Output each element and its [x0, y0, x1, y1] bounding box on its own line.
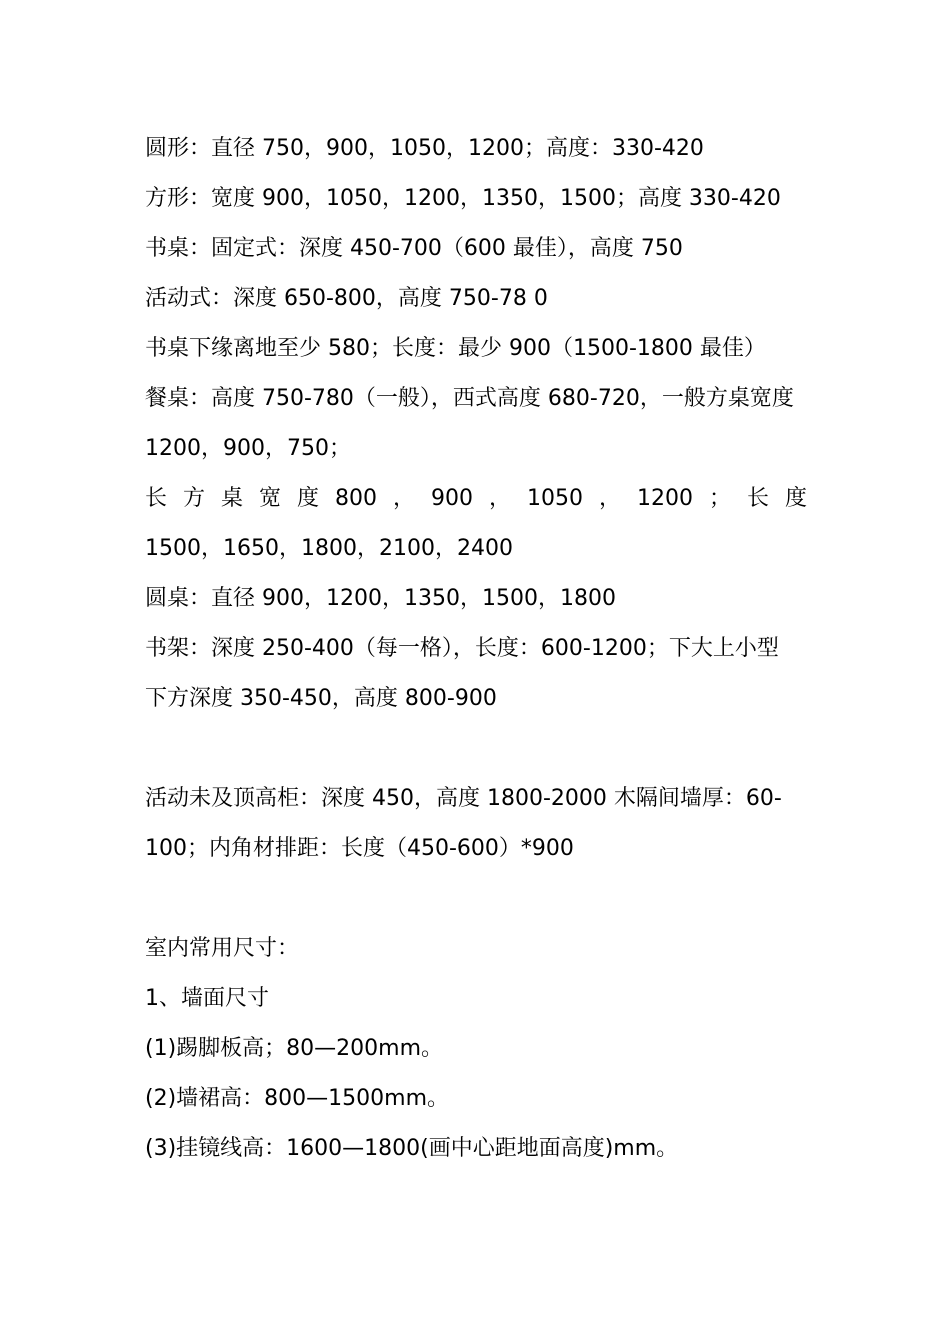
text-line-dining-widths: 1200，900，750；: [145, 436, 351, 461]
text-line-dining-table: 餐桌：高度 750-780（一般），西式高度 680-720，一般方桌宽度: [145, 386, 794, 411]
text-line-desk-movable: 活动式：深度 650-800，高度 750-78 0: [145, 286, 548, 311]
long-table-token: 1200: [636, 486, 693, 511]
text-line-tall-cabinet: 活动未及顶高柜：深度 450，高度 1800-2000 木隔间墙厚：60-: [145, 786, 782, 811]
list-item: (1)踢脚板高；80—200mm。: [145, 1036, 444, 1061]
text-line-round-table: 圆形：直径 750，900，1050，1200；高度：330-420: [145, 136, 704, 161]
long-table-token: 800: [335, 486, 377, 511]
long-table-token: 度: [297, 486, 320, 511]
text-line-desk-fixed: 书桌：固定式：深度 450-700（600 最佳），高度 750: [145, 236, 683, 261]
long-table-token: ，: [392, 486, 415, 511]
long-table-token: ；: [708, 486, 731, 511]
text-line-square-table: 方形：宽度 900，1050，1200，1350，1500；高度 330-420: [145, 186, 781, 211]
long-table-token: 长: [746, 486, 769, 511]
text-line-bookshelf: 书架：深度 250-400（每一格），长度：600-1200；下大上小型: [145, 636, 779, 661]
section-heading: 室内常用尺寸：: [145, 936, 300, 961]
document-body: [145, 124, 807, 1174]
list-item: (3)挂镜线高：1600—1800(画中心距地面高度)mm。: [145, 1136, 679, 1161]
blank-spacer: [145, 874, 807, 924]
long-table-token: 1050: [526, 486, 583, 511]
blank-spacer: [145, 724, 807, 774]
text-line-stud-spacing: 100；内角材排距：长度（450-600）*900: [145, 836, 574, 861]
long-table-token: ，: [488, 486, 511, 511]
long-table-token: 900: [430, 486, 473, 511]
subsection-heading: 1、墙面尺寸: [145, 986, 269, 1011]
long-table-token: 长: [145, 486, 168, 511]
text-line-long-table: [145, 474, 807, 524]
text-line-round-dining-table: 圆桌：直径 900，1200，1350，1500，1800: [145, 586, 616, 611]
long-table-token: 宽: [259, 486, 282, 511]
long-table-token: 度: [784, 486, 807, 511]
long-table-token: 方: [183, 486, 206, 511]
text-line-long-table-lengths: 1500，1650，1800，2100，2400: [145, 536, 513, 561]
long-table-token: 桌: [221, 486, 244, 511]
text-line-bookshelf-lower: 下方深度 350-450，高度 800-900: [145, 686, 497, 711]
long-table-token: ，: [598, 486, 621, 511]
list-item: (2)墙裙高：800—1500mm。: [145, 1086, 450, 1111]
text-line-desk-length: 书桌下缘离地至少 580；长度：最少 900（1500-1800 最佳）: [145, 336, 766, 361]
